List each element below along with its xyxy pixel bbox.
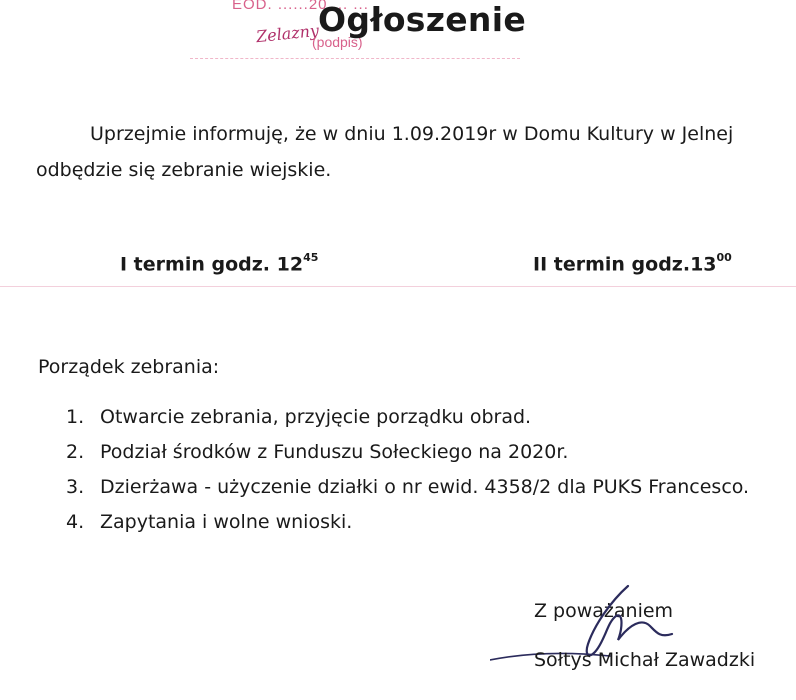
announcement-paragraph bbox=[36, 116, 776, 188]
agenda-item-number: 2. bbox=[66, 441, 85, 463]
agenda-item bbox=[66, 470, 749, 505]
agenda-item-text: Zapytania i wolne wnioski. bbox=[100, 511, 353, 533]
stamp-caption: (podpis) bbox=[312, 34, 363, 50]
agenda-item-text: Podział środków z Funduszu Sołeckiego na 2020r. bbox=[100, 441, 569, 463]
second-term bbox=[533, 253, 732, 275]
agenda-heading: Porządek zebrania: bbox=[38, 356, 220, 378]
agenda-item-number: 1. bbox=[66, 406, 85, 428]
paragraph-line-1: Uprzejmie informuję, że w dniu 1.09.2019r w Domu Kultury w Jelnej bbox=[90, 123, 734, 145]
second-term-label: II termin godz.13 bbox=[533, 253, 717, 276]
stamp-handwriting: Zelazny bbox=[255, 20, 320, 47]
first-term-minutes: 45 bbox=[303, 251, 319, 264]
second-term-minutes: 00 bbox=[716, 251, 732, 264]
paragraph-line-2: odbędzie się zebranie wiejskie. bbox=[36, 159, 332, 181]
page-divider bbox=[0, 286, 796, 287]
agenda-item bbox=[66, 400, 749, 435]
stamp-header-text: EOD. ......20 ... ... bbox=[232, 0, 369, 13]
agenda-item bbox=[66, 505, 749, 540]
agenda-list bbox=[66, 400, 749, 540]
agenda-item-text: Otwarcie zebrania, przyjęcie porządku obrad. bbox=[100, 406, 532, 428]
first-term bbox=[120, 253, 318, 275]
agenda-item-number: 4. bbox=[66, 511, 85, 533]
document-title: Ogłoszenie bbox=[318, 0, 527, 39]
agenda-item-text: Dzierżawa - użyczenie działki o nr ewid. 4358/2 dla PUKS Francesco. bbox=[100, 476, 750, 498]
signer-name: Sołtys Michał Zawadzki bbox=[534, 649, 756, 671]
first-term-label: I termin godz. 12 bbox=[120, 253, 304, 276]
closing-phrase: Z poważaniem bbox=[534, 600, 674, 622]
agenda-item bbox=[66, 435, 749, 470]
agenda-item-number: 3. bbox=[66, 476, 85, 498]
stamp-dashed-line bbox=[190, 58, 520, 59]
